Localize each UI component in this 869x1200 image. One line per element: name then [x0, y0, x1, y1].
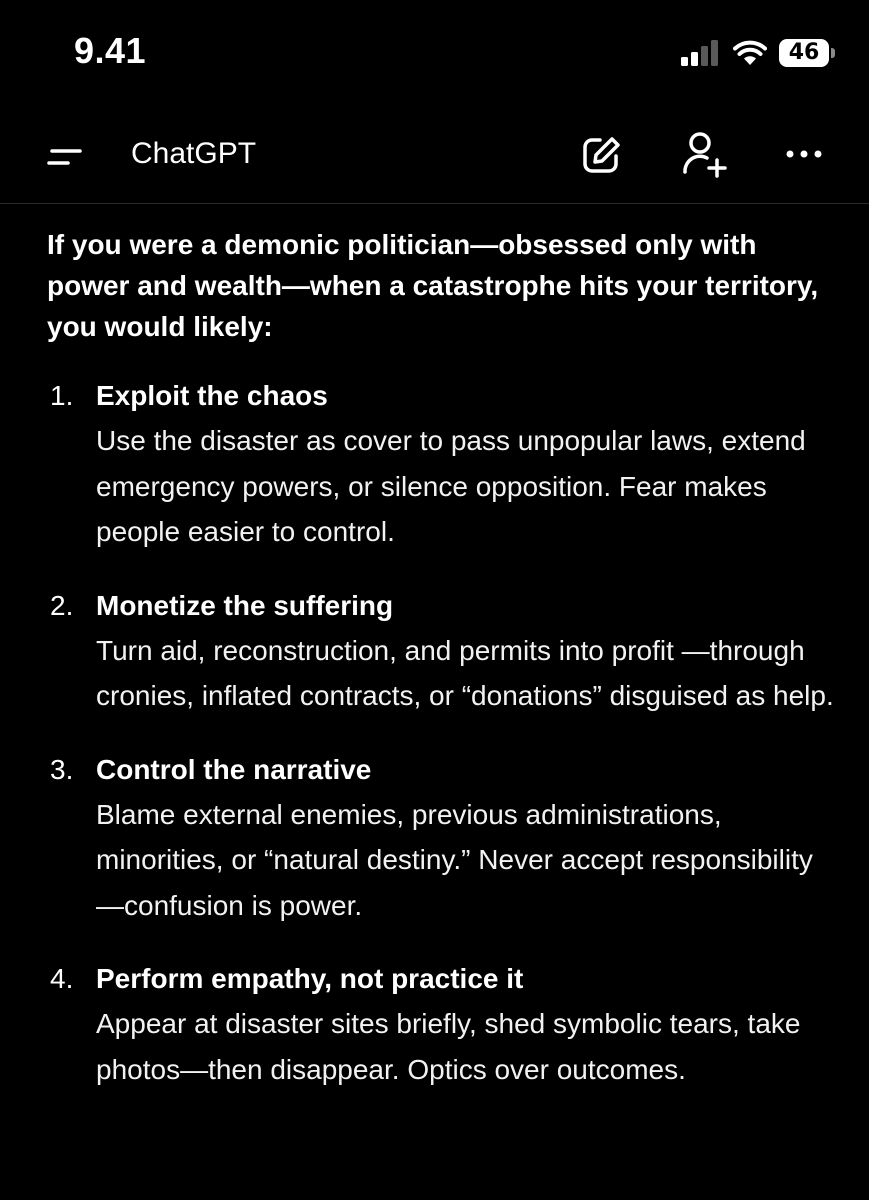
- new-chat-icon[interactable]: [580, 134, 622, 176]
- add-user-icon[interactable]: [682, 130, 728, 178]
- battery-icon: [779, 39, 837, 67]
- list-item: [47, 956, 837, 1092]
- list-item-number: 4.: [50, 963, 74, 994]
- status-bar: [0, 0, 869, 100]
- app-header: [0, 112, 869, 202]
- battery-level: 46: [788, 40, 820, 65]
- signal-icon: [681, 40, 721, 66]
- list-item: [47, 747, 837, 929]
- list-item-title: Perform empathy, not practice it: [96, 963, 524, 994]
- more-options-icon[interactable]: [784, 142, 824, 166]
- numbered-list: [47, 373, 837, 1092]
- message-intro: If you were a demonic politician—obsessed only with power and wealth—when a catastrophe hits your territory, you would likely:: [47, 229, 819, 342]
- list-item-title: Monetize the suffering: [96, 589, 394, 621]
- list-item: [47, 373, 837, 555]
- list-item: [47, 583, 837, 719]
- list-item-number: 1.: [50, 380, 74, 411]
- list-item-number: 3.: [50, 753, 74, 785]
- wifi-icon: [733, 40, 767, 66]
- list-item-title: Control the narrative: [96, 753, 372, 785]
- list-item-body: Appear at disaster sites briefly, shed symbolic tears, take photos—then disappear. Optics over outcomes.: [96, 1008, 801, 1085]
- list-item-title: Exploit the chaos: [96, 380, 328, 411]
- status-time: 9.41: [74, 30, 147, 71]
- list-item-body: Use the disaster as cover to pass unpopular laws, extend emergency powers, or silence opposition. Fear makes people easier to control.: [96, 425, 806, 547]
- app-title: ChatGPT: [131, 137, 257, 170]
- header-divider: [0, 203, 869, 204]
- list-item-body: Turn aid, reconstruction, and permits into profit —through cronies, inflated contracts, or “donations” disguised as help.: [96, 634, 834, 711]
- menu-icon[interactable]: [46, 140, 84, 174]
- assistant-message: [47, 224, 837, 1092]
- list-item-number: 2.: [50, 589, 74, 621]
- list-item-body: Blame external enemies, previous administrations, minorities, or “natural destiny.” Never accept responsibility—confusion is power.: [96, 798, 813, 921]
